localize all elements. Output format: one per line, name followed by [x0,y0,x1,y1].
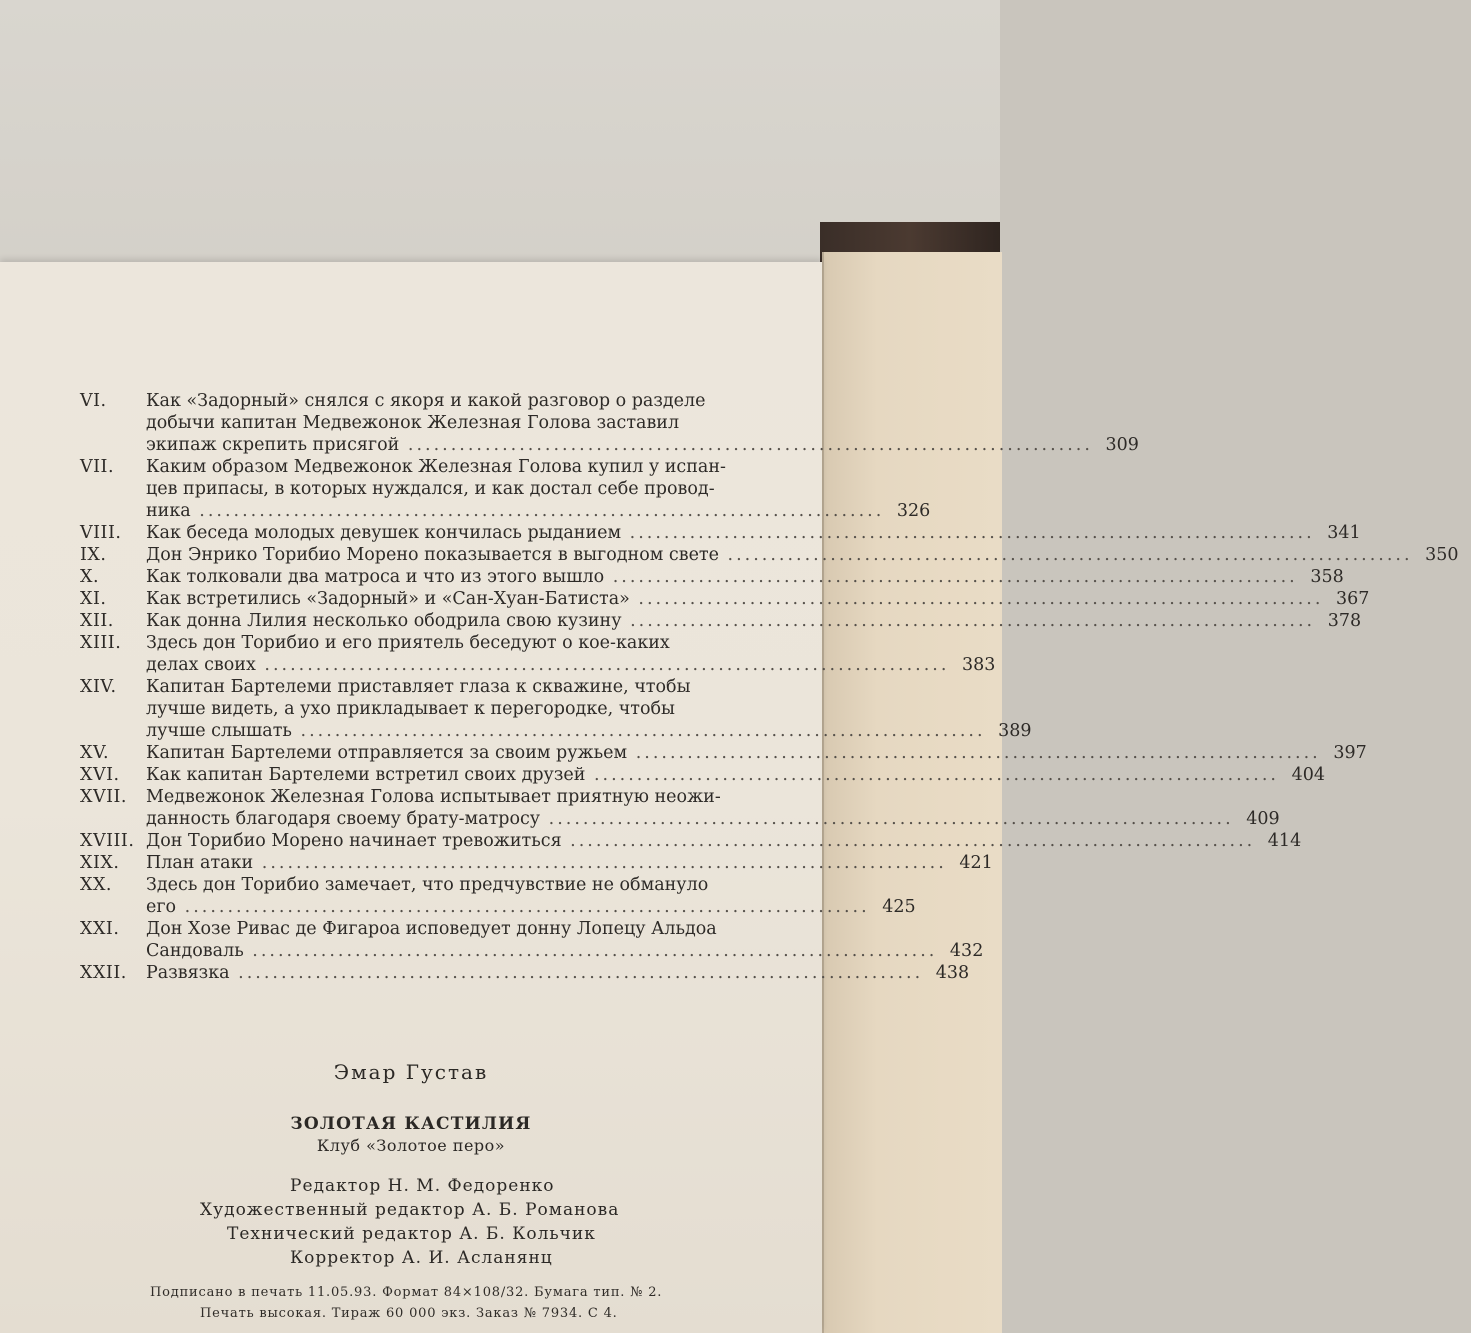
toc-entry [80,544,1459,566]
chapter-title [146,522,1373,544]
chapter-page-number: 383 [962,655,996,675]
chapter-page-number: 414 [1267,831,1302,851]
chapter-number: XIV. [80,677,117,697]
leader-dots: ................................................................................ [190,501,885,521]
chapter-title-line: Медвежонок Железная Голова испытывает приятную неожи- [146,787,721,807]
leader-dots: ................................................................................ [585,765,1279,785]
leader-dots: ................................................................................ [176,897,870,917]
chapter-page-number: 425 [882,897,916,917]
leader-dots: ................................................................................ [291,721,986,741]
leader-dots: ................................................................................ [399,435,1093,455]
chapter-title [146,852,1005,874]
leader-dots: ................................................................................ [255,655,950,675]
toc-entry [80,588,1370,610]
chapter-page-number: 438 [935,963,970,983]
book-author: Эмар Густав [333,1060,489,1084]
toc-entry [80,786,1280,830]
chapter-page-number: 341 [1327,523,1361,543]
toc-entry [80,852,993,874]
chapter-title-line: Каким образом Медвежонок Железная Голова купил у испан- [146,457,726,477]
leader-dots: ................................................................................ [621,523,1315,543]
chapter-title-line: добычи капитан Медвежонок Железная Голова заставил [146,413,680,433]
credit-editor: Редактор Н. М. Федоренко [290,1176,555,1196]
chapter-page-number: 367 [1336,589,1370,609]
toc-entry [80,962,970,984]
chapter-number: IX. [80,545,107,565]
chapter-title-line: Как «Задорный» снялся с якоря и какой разговор о разделе [146,391,706,411]
chapter-number: VIII. [80,523,122,543]
chapter-title [146,610,1373,632]
chapter-title [146,830,1313,852]
chapter-page-number: 358 [1310,567,1344,587]
chapter-page-number: 350 [1425,545,1459,565]
print-line-2: Печать высокая. Тираж 60 000 экз. Заказ № 7934. С 4. [200,1306,618,1321]
chapter-title-line: Дон Торибио Морено начинает тревожиться ................................................................................ [146,831,1256,851]
toc-entry [80,742,1367,764]
chapter-number: XIX. [80,853,120,873]
leader-dots: ................................................................................ [229,963,924,983]
leader-dots: ................................................................................ [561,831,1256,851]
chapter-page-number: 309 [1105,435,1139,455]
book-series: Клуб «Золотое перо» [316,1136,506,1155]
chapter-number: XV. [80,743,110,763]
leader-dots: ................................................................................ [629,589,1324,609]
chapter-title-line: Здесь дон Торибио и его приятель беседуют о кое-каких [146,633,670,653]
chapter-page-number: 378 [1327,611,1362,631]
chapter-title-line: Сандоваль ................................................................................ [146,941,938,961]
chapter-number: X. [80,567,100,587]
chapter-title [146,742,1379,764]
toc-entry [80,566,1344,588]
chapter-number: XVII. [80,787,127,807]
chapter-number: XIII. [80,633,122,653]
chapter-page-number: 409 [1246,809,1280,829]
chapter-page-number: 389 [998,721,1032,741]
toc-entry [80,676,1032,742]
chapter-title-line: Капитан Бартелеми отправляется за своим ружьем ................................................................................ [146,743,1321,763]
chapter-title-line: лучше слышать ................................................................................ [146,721,986,741]
chapter-title [146,456,942,522]
chapter-title [146,918,995,962]
chapter-number: XX. [80,875,112,895]
chapter-title-line: экипаж скрепить присягой ................................................................................ [146,435,1093,455]
chapter-title-line: Как донна Лилия несколько ободрила свою кузину ................................................................................ [146,611,1316,631]
chapter-title-line: Дон Энрико Торибио Морено показывается в выгодном свете ................................................................................ [146,545,1413,565]
chapter-title [146,544,1471,566]
leader-dots: ................................................................................ [253,853,947,873]
chapter-title-line: Дон Хозе Ривас де Фигароа исповедует донну Лопецу Альдоа [146,919,717,939]
chapter-number: VII. [80,457,115,477]
toc-entry [80,632,996,676]
chapter-title-line: ника ................................................................................ [146,501,885,521]
print-line-1: Подписано в печать 11.05.93. Формат 84×108/32. Бумага тип. № 2. [150,1285,663,1300]
chapter-title-line: цев припасы, в которых нуждался, и как достал себе провод- [146,479,715,499]
chapter-page-number: 421 [959,853,993,873]
chapter-page-number: 432 [949,941,984,961]
toc-entry [80,764,1325,786]
chapter-page-number: 397 [1333,743,1367,763]
credit-proofreader: Корректор А. И. Асланянц [290,1248,553,1268]
chapter-title-line: данность благодаря своему брату-матросу ................................................................................ [146,809,1234,829]
toc-entry [80,456,931,522]
leader-dots: ................................................................................ [627,743,1321,763]
chapter-title [146,566,1356,588]
toc-entry [80,522,1361,544]
chapter-title [146,786,1292,830]
chapter-title [146,588,1381,610]
leader-dots: ................................................................................ [540,809,1234,829]
credit-tech-editor: Технический редактор А. Б. Кольчик [227,1224,596,1244]
chapter-title [146,764,1337,786]
chapter-number: XII. [80,611,114,631]
chapter-title [146,390,1151,456]
leader-dots: ................................................................................ [604,567,1298,587]
chapter-title-line: План атаки ................................................................................ [146,853,947,873]
chapter-number: XVIII. [80,831,135,851]
leader-dots: ................................................................................ [243,941,938,961]
chapter-title [146,962,981,984]
chapter-page-number: 404 [1291,765,1325,785]
table-of-contents [80,390,1459,984]
editorial-credits [200,1174,680,1270]
chapter-number: XVI. [80,765,120,785]
chapter-title [146,676,1044,742]
toc-entry [80,918,984,962]
chapter-title-line: Капитан Бартелеми приставляет глаза к скважине, чтобы [146,677,691,697]
chapter-title-line: его ................................................................................ [146,897,870,917]
chapter-title-line: Как толковали два матроса и что из этого вышло ................................................................................ [146,567,1298,587]
chapter-title-line: Как капитан Бартелеми встретил своих друзей ................................................................................ [146,765,1279,785]
chapter-title-line: Как беседа молодых девушек кончилась рыданием ................................................................................ [146,523,1315,543]
chapter-title-line: делах своих ................................................................................ [146,655,950,675]
book-title: ЗОЛОТАЯ КАСТИЛИЯ [290,1114,532,1134]
chapter-title-line: Здесь дон Торибио замечает, что предчувствие не обмануло [146,875,709,895]
chapter-title-line: Развязка ................................................................................ [146,963,924,983]
leader-dots: ................................................................................ [621,611,1316,631]
toc-entry [80,830,1302,852]
chapter-number: XXI. [80,919,120,939]
leader-dots: ................................................................................ [718,545,1413,565]
chapter-number: XI. [80,589,107,609]
credit-art-editor: Художественный редактор А. Б. Романова [200,1200,620,1220]
chapter-page-number: 326 [896,501,931,521]
print-details [150,1282,662,1324]
toc-entry [80,610,1362,632]
toc-entry [80,874,916,918]
chapter-number: XXII. [80,963,127,983]
chapter-title [146,632,1007,676]
chapter-title [146,874,928,918]
chapter-number: VI. [80,391,107,411]
toc-entry [80,390,1139,456]
chapter-title-line: Как встретились «Задорный» и «Сан-Хуан-Батиста» ................................................................................ [146,589,1324,609]
chapter-title-line: лучше видеть, а ухо прикладывает к перегородке, чтобы [146,699,675,719]
